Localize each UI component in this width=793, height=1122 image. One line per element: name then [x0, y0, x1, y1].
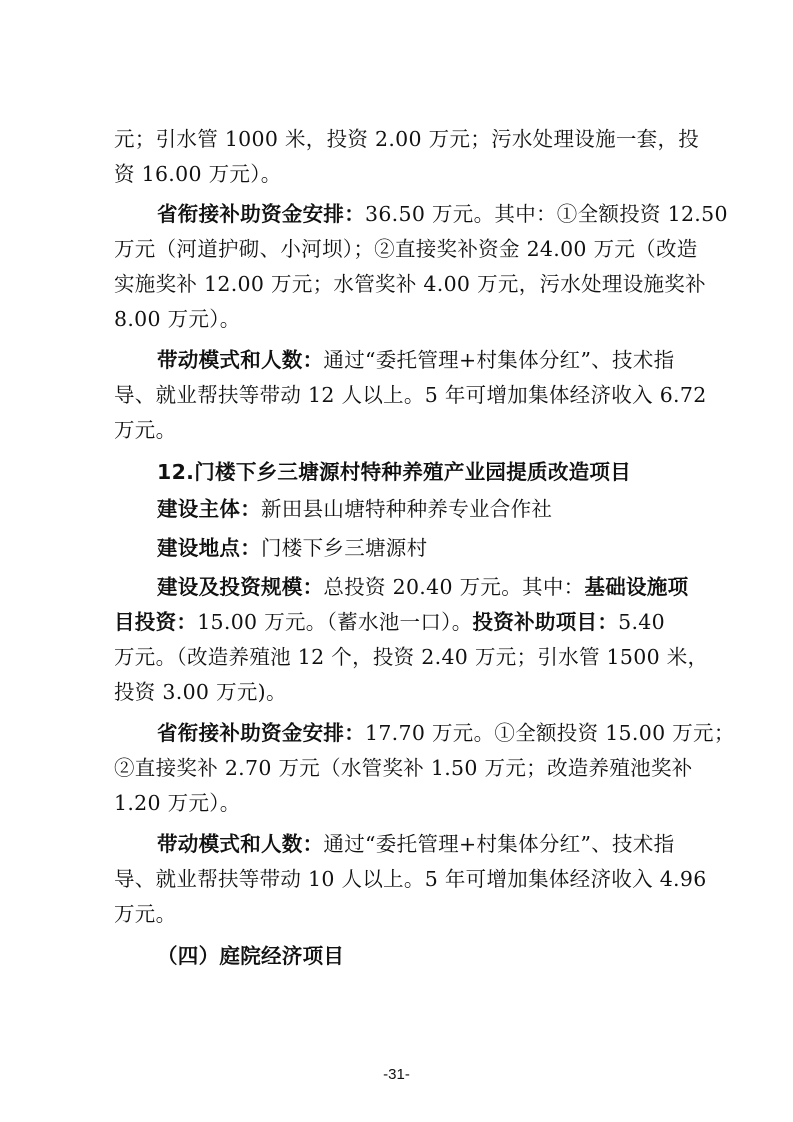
text-line: [157, 199, 728, 229]
text-line: [114, 415, 176, 445]
text-span: 通过“委托管理+村集体分红”、技术指: [323, 832, 675, 856]
section-heading: [157, 941, 344, 971]
field-label: 省衔接补助资金安排：: [157, 202, 365, 226]
text-line: [157, 829, 674, 859]
text-line: [114, 234, 698, 264]
section-heading: [157, 457, 631, 487]
text-line: [157, 345, 674, 375]
text-line: [114, 753, 693, 783]
page-number: -31-: [383, 1066, 410, 1083]
heading-text: 12.门楼下乡三塘源村特种养殖产业园提质改造项目: [157, 460, 632, 484]
text-span: 通过“委托管理+村集体分红”、技术指: [323, 348, 675, 372]
field-label: 投资补助项目：: [472, 610, 619, 634]
field-label: 建设地点：: [157, 536, 261, 560]
text-span: 投资 3.00 万元)。: [114, 680, 287, 704]
field-label: 建设及投资规模：: [157, 575, 324, 599]
text-span: 5.40: [618, 610, 665, 634]
text-span: 万元。: [114, 902, 177, 926]
text-span: 15.00 万元。（蓄水池一口）。: [197, 610, 473, 634]
text-span: 万元（河道护砌、小河坝）；②直接奖补资金 24.00 万元（改造: [114, 237, 698, 261]
text-line: [114, 642, 708, 672]
text-line: [114, 607, 665, 637]
field-label: 建设主体：: [157, 497, 261, 521]
text-span: 36.50 万元。其中：①全额投资 12.50: [365, 202, 728, 226]
text-span: 资 16.00 万元）。: [114, 162, 282, 186]
text-span: 17.70 万元。①全额投资 15.00 万元；: [365, 721, 735, 745]
text-span: ②直接奖补 2.70 万元（水管奖补 1.50 万元；改造养殖池奖补: [114, 756, 693, 780]
heading-text: （四）庭院经济项目: [157, 944, 345, 968]
text-span: 万元。: [114, 418, 177, 442]
text-line: [114, 159, 282, 189]
field-label: 基础设施项: [584, 575, 689, 599]
field-label: 目投资：: [114, 610, 198, 634]
text-line: [114, 899, 176, 929]
text-line: [114, 269, 706, 299]
field-label: 省衔接补助资金安排：: [157, 721, 365, 745]
text-line: [157, 718, 735, 748]
text-line: [157, 572, 688, 602]
text-span: 万元。（改造养殖池 12 个，投资 2.40 万元；引水管 1500 米，: [114, 645, 709, 669]
text-span: 实施奖补 12.00 万元；水管奖补 4.00 万元，污水处理设施奖补: [114, 272, 706, 296]
text-line: [157, 494, 552, 524]
text-span: 1.20 万元）。: [114, 791, 241, 815]
text-span: 门楼下乡三塘源村: [261, 536, 428, 560]
text-line: [114, 304, 241, 334]
text-span: 总投资 20.40 万元。其中：: [323, 575, 585, 599]
text-line: [114, 864, 707, 894]
text-span: 新田县山塘特种种养专业合作社: [261, 497, 553, 521]
text-span: 元；引水管 1000 米，投资 2.00 万元；污水处理设施一套，投: [114, 127, 700, 151]
text-span: 8.00 万元）。: [114, 307, 241, 331]
field-label: 带动模式和人数：: [157, 832, 324, 856]
text-span: 导、就业帮扶等带动 10 人以上。5 年可增加集体经济收入 4.96: [114, 867, 707, 891]
text-line: [157, 533, 427, 563]
text-span: 导、就业帮扶等带动 12 人以上。5 年可增加集体经济收入 6.72: [114, 383, 707, 407]
text-line: [114, 124, 699, 154]
text-line: [114, 788, 241, 818]
text-line: [114, 380, 707, 410]
text-line: [114, 677, 287, 707]
field-label: 带动模式和人数：: [157, 348, 324, 372]
